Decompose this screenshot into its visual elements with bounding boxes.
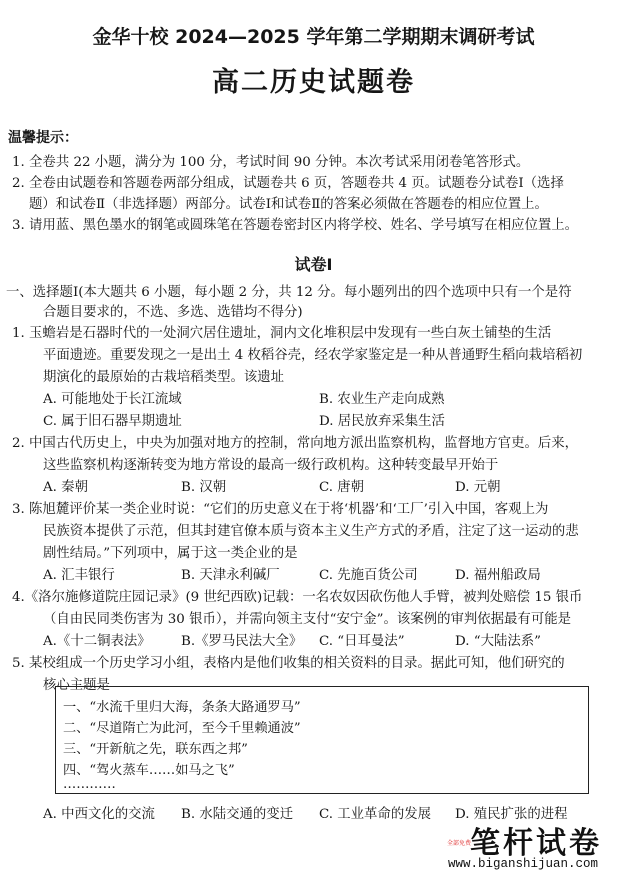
materials-row: ………… [63,777,116,792]
question-2-text: 2. 中国古代历史上，中央为加强对地方的控制，常向地方派出监察机构，监督地方官吏。后来， [12,436,579,451]
part-instruction: 一、选择题Ⅰ(本大题共 6 小题，每小题 2 分，共 12 分。每小题列出的四个选项中只有一个是符 [6,285,572,300]
question-1-option-d[interactable]: D. 居民放弃采集生活 [319,414,445,429]
question-4-option-d[interactable]: D. “大陆法系” [455,634,542,649]
question-1-text: 平面遗迹。重要发现之一是出土 4 枚稻谷壳，经农学家鉴定是一种从普通野生稻向栽培稻初 [43,348,583,363]
question-3-text: 民族资本提供了示范，但其封建官僚本质与资本主义生产方式的矛盾，注定了这一运动的悲 [43,524,579,539]
question-5-option-d[interactable]: D. 殖民扩张的进程 [455,807,568,822]
question-3-option-c[interactable]: C. 先施百货公司 [319,568,418,583]
materials-row: 三、“开新航之先，联东西之邦” [63,742,248,757]
watermark-logo-text: 笔杆试卷 [470,826,602,861]
question-2-option-b[interactable]: B. 汉朝 [181,480,227,495]
question-5-option-b[interactable]: B. 水陆交通的变迁 [181,807,294,822]
question-1-text: 1. 玉蟾岩是石器时代的一处洞穴居住遗址，洞内文化堆积层中发现有一些白灰土铺垫的生活 [12,326,552,341]
watermark-tag: 全部免费 [447,840,472,847]
materials-row: 一、“水流千里归大海，条条大路通罗马” [63,700,301,715]
exam-header: 金华十校 2024—2025 学年第二学期期末调研考试 [92,26,535,48]
question-5-text: 5. 某校组成一个历史学习小组，表格内是他们收集的相关资料的目录。据此可知，他们研究的 [12,656,565,671]
question-4-text: 4.《洛尔施修道院庄园记录》(9 世纪西欧)记载：一名农奴因砍伤他人手臂，被判处赔偿 15 银币 [12,590,583,605]
question-4-text: （自由民同类伤害为 30 银币），并需向领主支付“安宁金”。该案例的审判依据最有可能是 [43,612,571,627]
notice-item: 1. 全卷共 22 小题，满分为 100 分，考试时间 90 分钟。本次考试采用闭卷笔答形式。 [12,155,530,170]
question-3-text: 剧性结局。”下列项中，属于这一类企业的是 [43,546,298,561]
question-2-option-d[interactable]: D. 元朝 [455,480,501,495]
question-5-text: 核心主题是 [43,678,110,693]
notice-item: 2. 全卷由试题卷和答题卷两部分组成，试题卷共 6 页，答题卷共 4 页。试题卷分试卷Ⅰ（选择 [12,176,564,191]
question-1-text: 期演化的最原始的古栽培稻类型。该遗址 [43,370,285,385]
notice-item: 题）和试卷Ⅱ（非选择题）两部分。试卷Ⅰ和试卷Ⅱ的答案必须做在答题卷的相应位置上。 [29,197,548,212]
watermark-url[interactable]: www.biganshijuan.com [448,857,599,871]
notice-title: 温馨提示： [8,130,78,146]
question-1-option-b[interactable]: B. 农业生产走向成熟 [319,392,445,407]
question-5-option-a[interactable]: A. 中西文化的交流 [43,807,155,822]
question-4-option-b[interactable]: B.《罗马民法大全》 [181,634,303,649]
question-4-option-c[interactable]: C. “日耳曼法” [319,634,405,649]
materials-row: 四、“驾火蒸车……如马之飞” [63,763,235,778]
part-instruction: 合题目要求的，不选、多选、选错均不得分) [43,305,303,320]
question-3-text: 3. 陈旭麓评价某一类企业时说：“它们的历史意义在于将‘机器’和‘工厂’引入中国，客观上为 [12,502,549,517]
question-1-option-c[interactable]: C. 属于旧石器早期遗址 [43,414,182,429]
question-2-text: 这些监察机构逐渐转变为地方常设的最高一级行政机构。这种转变最早开始于 [43,458,499,473]
notice-item: 3. 请用蓝、黑色墨水的钢笔或圆珠笔在答题卷密封区内将学校、姓名、学号填写在相应位置上。 [12,218,579,233]
question-5-option-c[interactable]: C. 工业革命的发展 [319,807,432,822]
question-3-option-a[interactable]: A. 汇丰银行 [43,568,115,583]
exam-title: 高二历史试题卷 [212,67,415,98]
question-2-option-c[interactable]: C. 唐朝 [319,480,365,495]
question-4-option-a[interactable]: A.《十二铜表法》 [43,634,151,649]
question-3-option-b[interactable]: B. 天津永利碱厂 [181,568,280,583]
materials-row: 二、“尽道隋亡为此河，至今千里赖通波” [63,721,301,736]
section-title: 试卷Ⅰ [294,255,333,274]
question-1-option-a[interactable]: A. 可能地处于长江流域 [43,392,182,407]
question-2-option-a[interactable]: A. 秦朝 [43,480,88,495]
question-3-option-d[interactable]: D. 福州船政局 [455,568,541,583]
